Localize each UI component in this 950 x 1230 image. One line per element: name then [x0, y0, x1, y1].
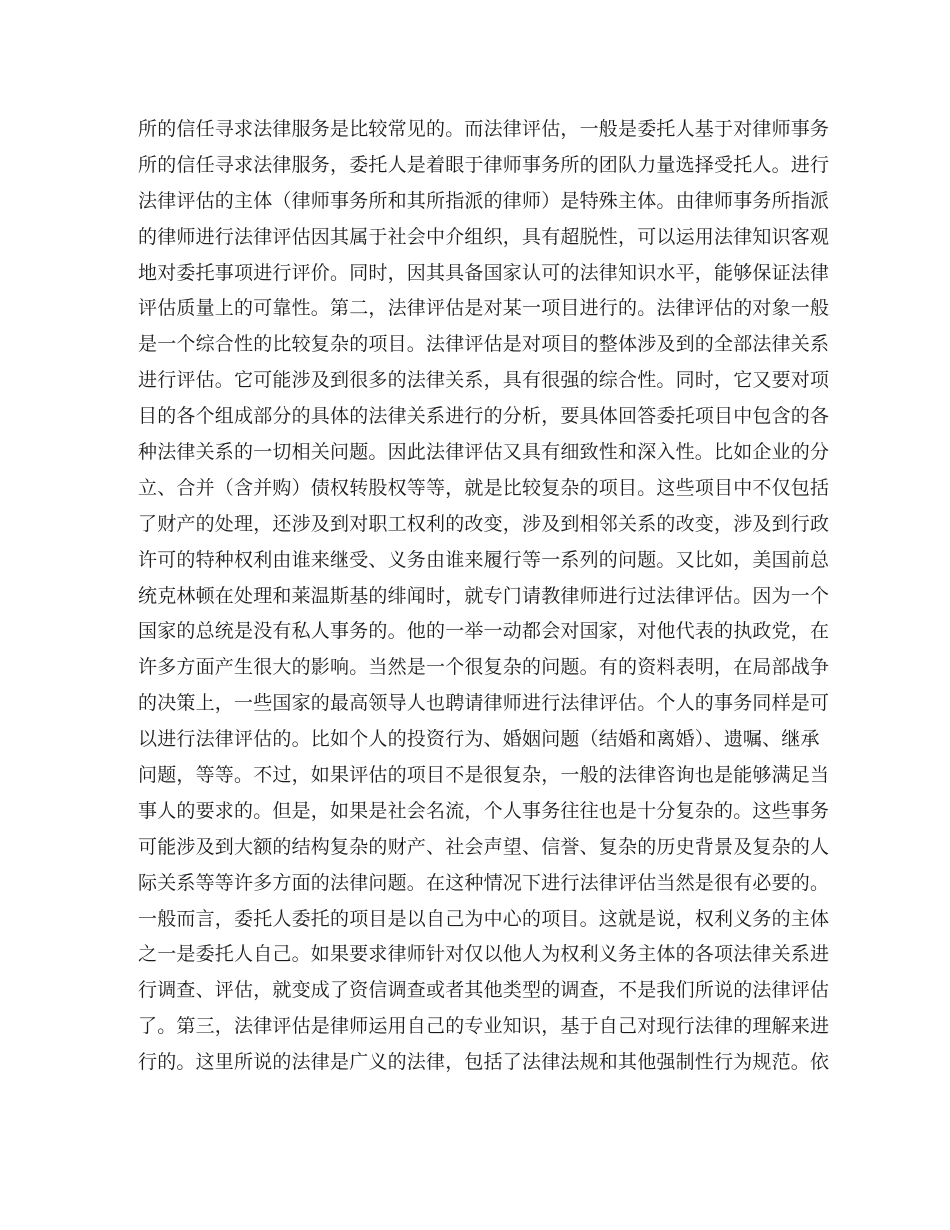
text-line: 可能涉及到大额的结构复杂的财产、社会声望、信誉、复杂的历史背景及复杂的人 [138, 835, 830, 858]
text-line: 目的各个组成部分的具体的法律关系进行的分析，要具体回答委托项目中包含的各 [138, 405, 830, 428]
text-line: 进行评估。它可能涉及到很多的法律关系，具有很强的综合性。同时，它又要对项 [138, 369, 830, 392]
text-line: 之一是委托人自己。如果要求律师针对仅以他人为权利义务主体的各项法律关系进 [138, 943, 830, 966]
text-line: 地对委托事项进行评价。同时，因其具备国家认可的法律知识水平，能够保证法律 [138, 261, 830, 284]
text-line: 的决策上，一些国家的最高领导人也聘请律师进行法律评估。个人的事务同样是可 [138, 692, 830, 715]
text-line: 许可的特种权利由谁来继受、义务由谁来履行等一系列的问题。又比如，美国前总 [138, 548, 830, 571]
text-line: 许多方面产生很大的影响。当然是一个很复杂的问题。有的资料表明，在局部战争 [138, 656, 830, 679]
text-line: 行调查、评估，就变成了资信调查或者其他类型的调查，不是我们所说的法律评估 [138, 979, 830, 1002]
text-line: 国家的总统是没有私人事务的。他的一举一动都会对国家，对他代表的执政党，在 [138, 620, 830, 643]
text-line: 统克林顿在处理和莱温斯基的绯闻时，就专门请教律师进行过法律评估。因为一个 [138, 584, 830, 607]
text-line: 法律评估的主体（律师事务所和其所指派的律师）是特殊主体。由律师事务所指派 [138, 189, 830, 212]
text-line: 一般而言，委托人委托的项目是以自己为中心的项目。这就是说，权利义务的主体 [138, 907, 830, 930]
text-line: 立、合并（含并购）债权转股权等等，就是比较复杂的项目。这些项目中不仅包括 [138, 476, 830, 499]
text-line: 的律师进行法律评估因其属于社会中介组织，具有超脱性，可以运用法律知识客观 [138, 225, 830, 248]
text-line: 评估质量上的可靠性。第二，法律评估是对某一项目进行的。法律评估的对象一般 [138, 297, 830, 320]
text-line: 事人的要求的。但是，如果是社会名流，个人事务往往也是十分复杂的。这些事务 [138, 799, 830, 822]
text-line: 以进行法律评估的。比如个人的投资行为、婚姻问题（结婚和离婚）、遗嘱、继承 [138, 728, 820, 751]
text-line: 所的信任寻求法律服务是比较常见的。而法律评估，一般是委托人基于对律师事务 [138, 118, 830, 140]
text-line: 种法律关系的一切相关问题。因此法律评估又具有细致性和深入性。比如企业的分 [138, 441, 830, 464]
text-line: 际关系等等许多方面的法律问题。在这种情况下进行法律评估当然是很有必要的。 [138, 871, 830, 894]
text-line: 所的信任寻求法律服务，委托人是着眼于律师事务所的团队力量选择受托人。进行 [138, 153, 830, 176]
text-line: 了。第三，法律评估是律师运用自己的专业知识，基于自己对现行法律的理解来进 [138, 1015, 830, 1038]
text-line: 了财产的处理，还涉及到对职工权利的改变，涉及到相邻关系的改变，涉及到行政 [138, 512, 830, 535]
text-line: 行的。这里所说的法律是广义的法律，包括了法律法规和其他强制性行为规范。依 [138, 1051, 830, 1074]
body-text [138, 112, 830, 1081]
text-line: 是一个综合性的比较复杂的项目。法律评估是对项目的整体涉及到的全部法律关系 [138, 333, 830, 356]
text-line: 问题，等等。不过，如果评估的项目不是很复杂，一般的法律咨询也是能够满足当 [138, 764, 830, 787]
